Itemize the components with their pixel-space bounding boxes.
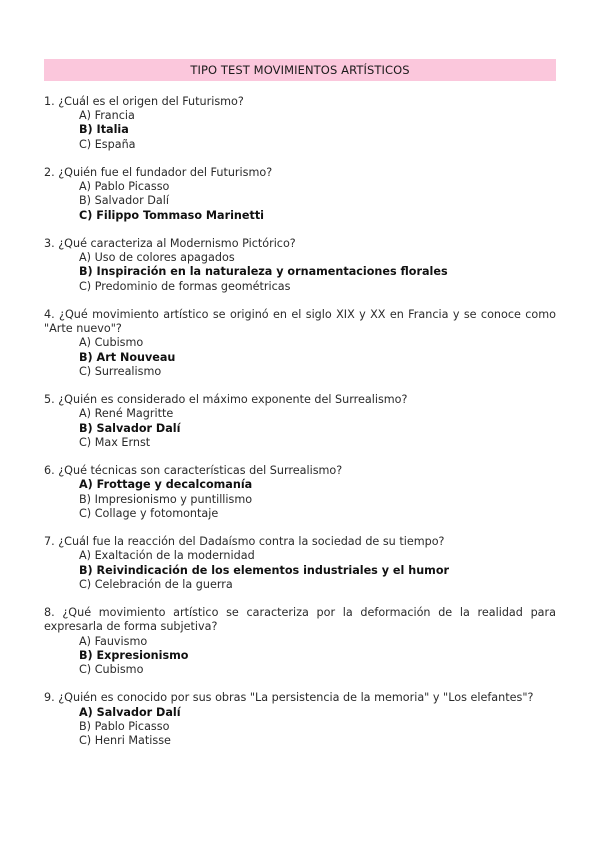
question-text: 9. ¿Quién es conocido por sus obras "La persistencia de la memoria" y "Los elefantes"? — [44, 691, 534, 705]
option-b: B) Pablo Picasso — [79, 719, 170, 733]
question-1 — [44, 95, 556, 152]
option-c-correct: C) Filippo Tommaso Marinetti — [79, 208, 265, 222]
option-a-correct: A) Salvador Dalí — [79, 705, 181, 719]
question-3 — [44, 237, 556, 294]
question-5 — [44, 393, 556, 450]
option-a: A) Exaltación de la modernidad — [79, 549, 255, 563]
option-b-correct: B) Expresionismo — [79, 648, 189, 662]
option-b-correct: B) Reivindicación de los elementos industriales y el humor — [79, 563, 450, 577]
option-b-correct: B) Italia — [79, 123, 129, 137]
option-list — [79, 180, 556, 223]
question-2 — [44, 166, 556, 223]
option-a: A) Cubismo — [79, 336, 144, 350]
option-list — [79, 478, 556, 521]
option-b-correct: B) Inspiración en la naturaleza y ornamentaciones florales — [79, 265, 448, 279]
option-c: C) Cubismo — [79, 663, 144, 677]
option-b-correct: B) Salvador Dalí — [79, 421, 181, 435]
option-c: C) Max Ernst — [79, 435, 151, 449]
question-list — [44, 95, 556, 762]
question-9 — [44, 691, 556, 748]
option-a: A) René Magritte — [79, 407, 174, 421]
option-a: A) Francia — [79, 109, 135, 123]
option-b-correct: B) Art Nouveau — [79, 350, 176, 364]
option-a-correct: A) Frottage y decalcomanía — [79, 478, 253, 492]
question-text: 1. ¿Cuál es el origen del Futurismo? — [44, 95, 244, 108]
option-c: C) Predominio de formas geométricas — [79, 279, 291, 293]
question-8 — [44, 606, 556, 677]
question-text: 4. ¿Qué movimiento artístico se originó en el siglo XIX y XX en Francia y se conoce como "Arte nuevo"? — [44, 308, 556, 336]
option-c: C) Henri Matisse — [79, 734, 171, 748]
question-text: 6. ¿Qué técnicas son características del Surrealismo? — [44, 464, 343, 478]
option-list — [79, 251, 556, 294]
option-b: B) Impresionismo y puntillismo — [79, 492, 253, 506]
document-title: TIPO TEST MOVIMIENTOS ARTÍSTICOS — [44, 59, 556, 81]
option-a: A) Uso de colores apagados — [79, 251, 235, 265]
question-7 — [44, 535, 556, 592]
option-list — [79, 109, 556, 152]
option-list — [79, 706, 556, 749]
question-text: 3. ¿Qué caracteriza al Modernismo Pictórico? — [44, 237, 296, 250]
option-a: A) Pablo Picasso — [79, 180, 170, 194]
option-b: B) Salvador Dalí — [79, 194, 169, 208]
option-list — [79, 407, 556, 450]
option-c: C) Collage y fotomontaje — [79, 506, 219, 520]
question-text: 2. ¿Quién fue el fundador del Futurismo? — [44, 166, 273, 179]
option-c: C) Surrealismo — [79, 364, 162, 378]
question-text: 7. ¿Cuál fue la reacción del Dadaísmo contra la sociedad de su tiempo? — [44, 535, 445, 549]
option-a: A) Fauvismo — [79, 634, 148, 648]
option-list — [79, 549, 556, 592]
question-4 — [44, 308, 556, 379]
option-list — [79, 336, 556, 379]
option-c: C) España — [79, 137, 136, 151]
option-c: C) Celebración de la guerra — [79, 577, 233, 591]
question-6 — [44, 464, 556, 521]
option-list — [79, 635, 556, 678]
question-text: 5. ¿Quién es considerado el máximo exponente del Surrealismo? — [44, 393, 408, 407]
question-text: 8. ¿Qué movimiento artístico se caracteriza por la deformación de la realidad para expresarla de forma subjetiva? — [44, 606, 556, 634]
